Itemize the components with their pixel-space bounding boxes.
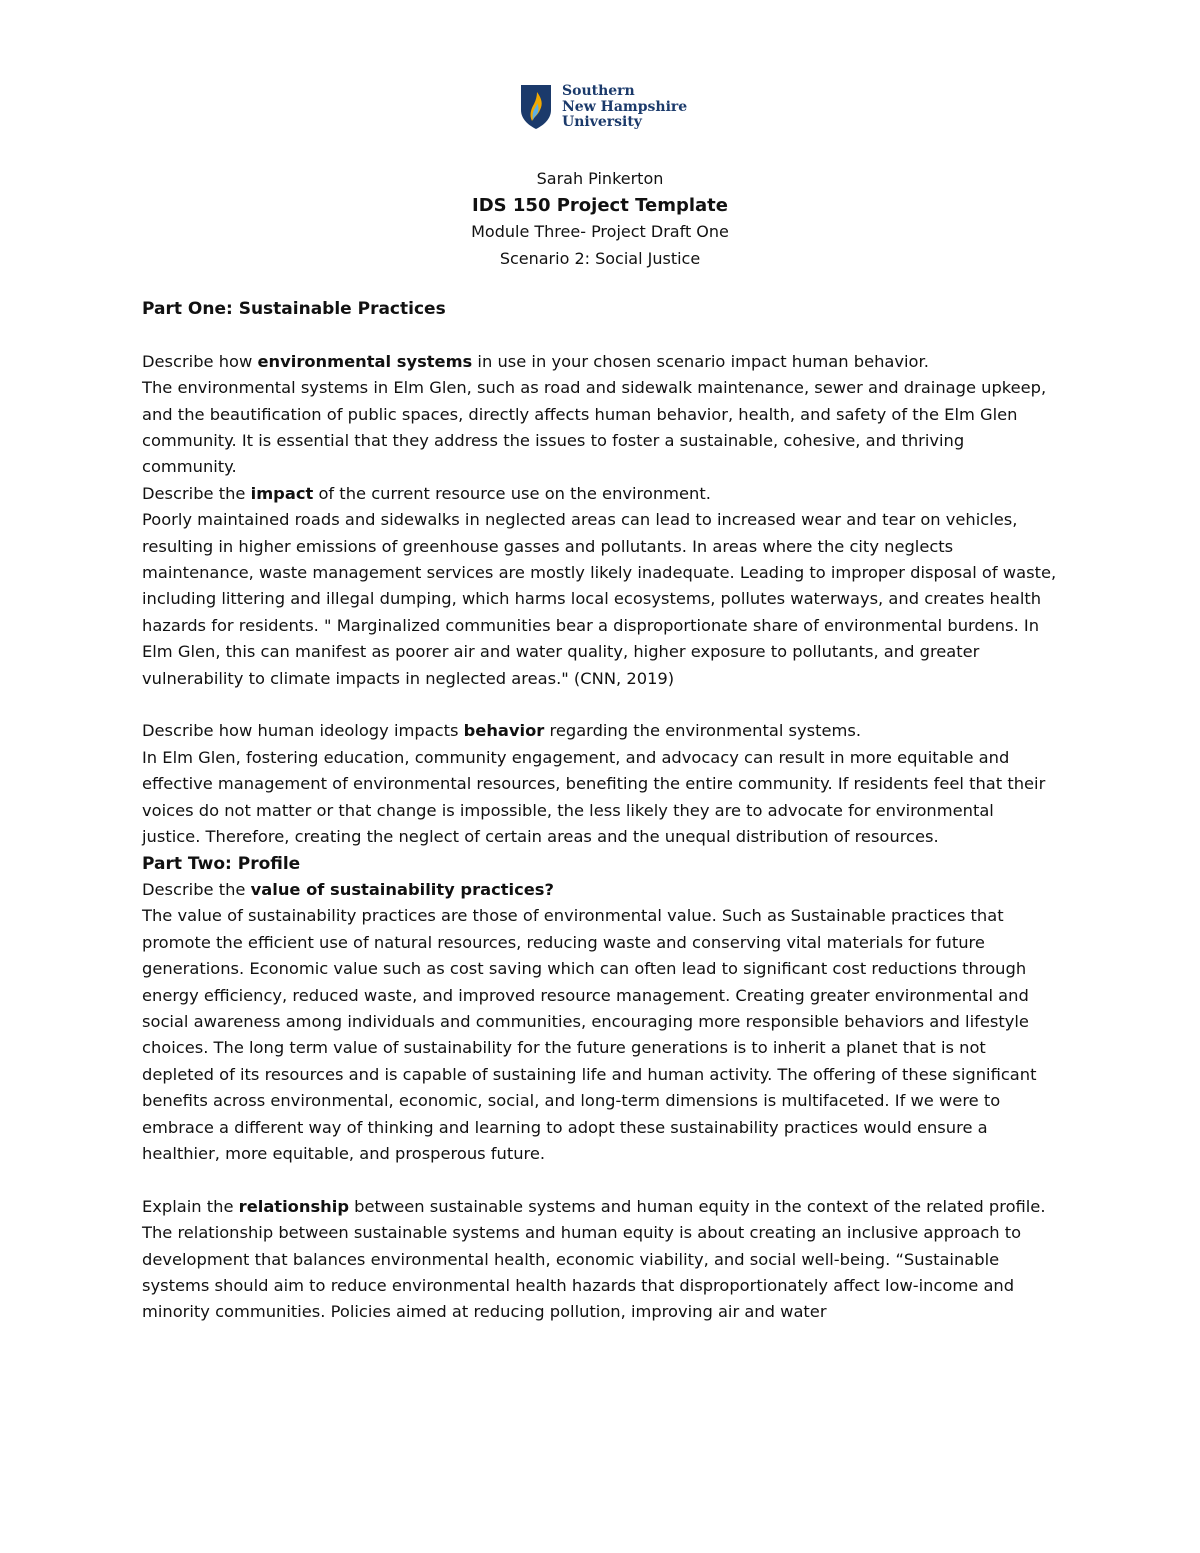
document-header (0, 166, 1200, 272)
shield-flame-icon (520, 84, 552, 130)
question-text: in use in your chosen scenario impact human behavior. (472, 351, 929, 371)
author-name: Sarah Pinkerton (536, 169, 664, 188)
spacer (142, 692, 1057, 718)
question-keyword: relationship (238, 1196, 349, 1216)
question-keyword: impact (250, 483, 314, 503)
logo-line-2: New Hampshire (562, 98, 688, 115)
question-text: Describe how human ideology impacts (142, 721, 464, 741)
question-text: of the current resource use on the environment. (313, 483, 711, 503)
part-two-heading: Part Two: Profile (142, 853, 301, 874)
part-one-answer-1: The environmental systems in Elm Glen, such as road and sidewalk maintenance, sewer and drainage upkeep, and the beautification of public spaces, directly affects human behavior, health, and safety of the Elm Glen community. It is essential that they address the issues to foster a sustainable, cohesive, and thriving community. (142, 378, 1047, 477)
logo-wordmark (562, 84, 687, 131)
question-text: Explain the (142, 1196, 239, 1216)
part-one-question-1 (142, 349, 1057, 375)
logo-line-1: Southern (562, 83, 635, 99)
spacer (142, 1167, 1057, 1193)
question-text: between sustainable systems and human equity in the context of the related profile. (348, 1196, 1046, 1216)
question-text: Describe how (142, 351, 258, 371)
question-keyword: value of sustainability practices? (250, 879, 554, 899)
question-keyword: behavior (463, 721, 545, 741)
part-one-question-3 (142, 718, 1057, 744)
document-title: IDS 150 Project Template (472, 194, 728, 216)
part-one-answer-3: In Elm Glen, fostering education, community engagement, and advocacy can result in more equitable and effective management of environmental resources, benefiting the entire community. If residents feel that their voices do not matter or that change is impossible, the less likely they are to advocate for environmental justice. Therefore, creating the neglect of certain areas and the unequal distribution of resources. (142, 747, 1046, 847)
module-line: Module Three- Project Draft One (471, 222, 729, 241)
part-one-heading: Part One: Sustainable Practices (142, 299, 446, 319)
part-two-answer-2: The relationship between sustainable systems and human equity is about creating an inclusive approach to development that balances environmental health, economic viability, and social well-being. “Sustainable systems should aim to reduce environmental health hazards that disproportionately affect low-income and minority communities. Policies aimed at reducing pollution, improving air and water (142, 1223, 1022, 1322)
university-logo (520, 84, 687, 134)
part-two-question-1 (142, 877, 1057, 903)
spacer (142, 322, 1057, 348)
part-one-question-2 (142, 481, 1057, 507)
part-two-question-2 (142, 1194, 1057, 1220)
question-text: Describe the (142, 879, 251, 899)
logo-line-3: University (562, 114, 642, 130)
question-text: regarding the environmental systems. (544, 721, 862, 741)
scenario-line: Scenario 2: Social Justice (499, 248, 701, 268)
part-two-answer-1: The value of sustainability practices are those of environmental value. Such as Sustainable practices that promote the efficient use of natural resources, reducing waste and conserving vital materials for future generations. Economic value such as cost saving which can often lead to significant cost reductions through energy efficiency, reduced waste, and improved resource management. Creating greater environmental and social awareness among individuals and communities, encouraging more responsible behaviors and lifestyle choices. The long term value of sustainability for the future generations is to inherit a planet that is not depleted of its resources and is capable of sustaining life and human activity. The offering of these significant benefits across environmental, economic, social, and long-term dimensions is multifaceted. If we were to embrace a different way of thinking and learning to adopt these sustainability practices would ensure a healthier, more equitable, and prosperous future. (142, 906, 1037, 1163)
question-text: Describe the (142, 483, 251, 503)
question-keyword: environmental systems (257, 351, 473, 371)
document-body (142, 296, 1057, 1326)
part-one-answer-2: Poorly maintained roads and sidewalks in neglected areas can lead to increased wear and tear on vehicles, resulting in higher emissions of greenhouse gasses and pollutants. In areas where the city neglects maintenance, waste management services are mostly likely inadequate. Leading to improper disposal of waste, including littering and illegal dumping, which harms local ecosystems, pollutes waterways, and creates health hazards for residents. " Marginalized communities bear a disproportionate share of environmental burdens. In Elm Glen, this can manifest as poorer air and water quality, higher exposure to pollutants, and greater vulnerability to climate impacts in neglected areas." (CNN, 2019) (142, 510, 1057, 688)
